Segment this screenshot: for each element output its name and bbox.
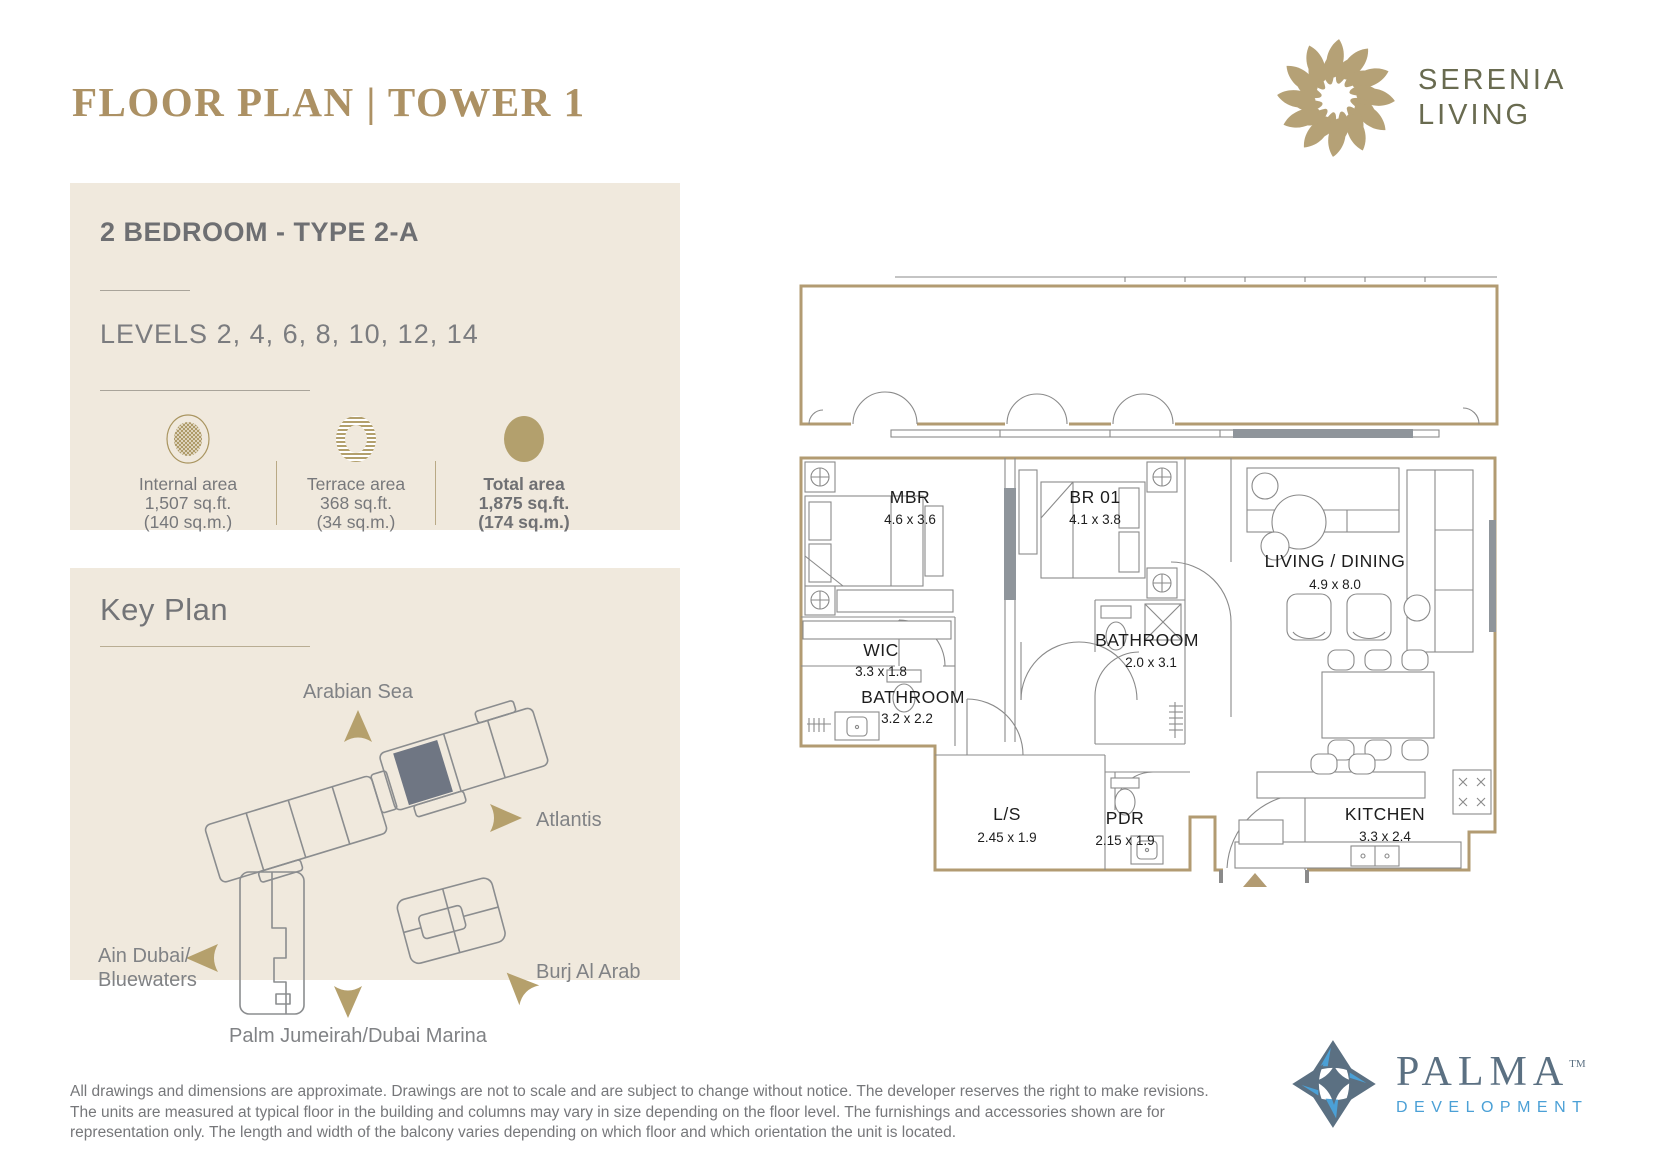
- terrace-railing: [895, 277, 1497, 282]
- brand-wordmark: [1418, 63, 1566, 134]
- room-dims: 3.2 x 2.2: [881, 711, 933, 726]
- dining-furniture: [1322, 650, 1434, 760]
- disclaimer-line: representation only. The length and width of the balcony varies depending on which floor and which orientation the unit is located.: [70, 1124, 957, 1141]
- key-plan-title: Key Plan: [100, 592, 229, 627]
- room-label: LIVING / DINING: [1264, 551, 1406, 571]
- room-label: KITCHEN: [1344, 804, 1426, 824]
- total-area-stat: [436, 413, 612, 532]
- key-plan-map: [90, 676, 650, 1044]
- unit-type-title: 2 BEDROOM - TYPE 2-A: [100, 217, 420, 247]
- area-value: 1,507 sq.ft.: [144, 493, 232, 513]
- landmark-atlantis: Atlantis: [536, 809, 602, 831]
- brand-line2: LIVING: [1418, 99, 1532, 131]
- striped-ring-icon: [332, 413, 380, 465]
- serenia-living-logo: [1268, 30, 1566, 166]
- landmark-burj-al-arab: Burj Al Arab: [536, 961, 641, 983]
- developer-name: [1396, 1051, 1588, 1093]
- room-label: WIC: [863, 640, 899, 660]
- developer-name-text: PALMA: [1396, 1049, 1570, 1095]
- unit-levels: LEVELS 2, 4, 6, 8, 10, 12, 14: [100, 319, 479, 349]
- room-label: BATHROOM: [1095, 630, 1199, 650]
- area-metric: (34 sq.m.): [316, 512, 396, 532]
- divider-line: [100, 646, 310, 647]
- solid-circle-icon: [500, 413, 548, 465]
- room-dims: 3.3 x 1.8: [855, 664, 907, 679]
- area-label: Total area: [483, 474, 565, 494]
- landmark-palm-jumeirah: Palm Jumeirah/Dubai Marina: [229, 1025, 487, 1044]
- palma-wordmark: [1396, 1051, 1588, 1117]
- brand-line1: SERENIA: [1418, 63, 1567, 96]
- arrow-up-left-icon: [497, 963, 539, 1005]
- disclaimer-line: All drawings and dimensions are approximate. Drawings are not to scale and are subject to change without notice. The developer reserves the right to make revisions.: [70, 1083, 1209, 1100]
- tower-cluster-outline: [195, 695, 557, 893]
- hatched-circle-icon: [164, 413, 212, 465]
- divider-line: [100, 390, 310, 391]
- building-outline: [240, 872, 304, 1014]
- internal-area-stat: [100, 413, 276, 532]
- sliding-door-track: [891, 429, 1439, 438]
- area-label: Internal area: [138, 474, 238, 494]
- landmark-ain-dubai-line1: Ain Dubai/: [98, 945, 191, 967]
- arrow-left-icon: [186, 944, 218, 972]
- room-dims: 3.3 x 2.4: [1359, 829, 1411, 844]
- entry-arrow-icon: [1243, 873, 1267, 887]
- terrace-area-stat: [277, 413, 435, 532]
- area-metric: (174 sq.m.): [478, 512, 570, 532]
- highlighted-unit: [393, 740, 453, 805]
- room-dims: 2.45 x 1.9: [977, 830, 1037, 845]
- arrow-up-icon: [344, 710, 372, 742]
- divider-line: [100, 290, 190, 291]
- building-outline: [395, 876, 507, 965]
- area-metric: (140 sq.m.): [143, 512, 233, 532]
- disclaimer-text: [70, 1082, 1275, 1144]
- page-title: FLOOR PLAN | TOWER 1: [72, 79, 586, 125]
- area-value: 1,875 sq.ft.: [478, 493, 570, 513]
- trademark-symbol: TM: [1569, 1058, 1586, 1070]
- room-dims: 2.0 x 3.1: [1125, 655, 1177, 670]
- room-label: L/S: [993, 804, 1021, 824]
- unit-info-panel: [70, 183, 680, 530]
- landmark-ain-dubai-line2: Bluewaters: [98, 969, 197, 991]
- arrow-right-icon: [490, 804, 522, 832]
- room-dims: 2.15 x 1.9: [1095, 833, 1155, 848]
- disclaimer-line: The units are measured at typical floor in the building and columns may vary in size depending on the floor level. The furnishings and accessories shown are for: [70, 1103, 1165, 1121]
- room-dims: 4.9 x 8.0: [1309, 577, 1361, 592]
- room-label: BATHROOM: [861, 687, 965, 707]
- area-label: Terrace area: [306, 474, 406, 494]
- arrow-down-icon: [334, 986, 362, 1018]
- room-dims: 4.1 x 3.8: [1069, 512, 1121, 527]
- room-label: BR 01: [1069, 487, 1121, 507]
- developer-subtitle: DEVELOPMENT: [1396, 1099, 1589, 1116]
- room-dims: 4.6 x 3.6: [884, 512, 936, 527]
- landmark-arabian-sea: Arabian Sea: [302, 681, 414, 703]
- terrace-outline: [801, 286, 1497, 424]
- room-label: MBR: [889, 487, 931, 507]
- palma-mark-icon: [1288, 1036, 1380, 1132]
- palma-development-logo: [1288, 1036, 1588, 1132]
- area-value: 368 sq.ft.: [320, 493, 392, 513]
- room-label: PDR: [1105, 808, 1145, 828]
- key-plan-panel: [70, 568, 680, 1044]
- sunburst-icon: [1268, 30, 1404, 166]
- area-stats-row: [100, 413, 650, 532]
- floor-plan-drawing: [795, 272, 1505, 892]
